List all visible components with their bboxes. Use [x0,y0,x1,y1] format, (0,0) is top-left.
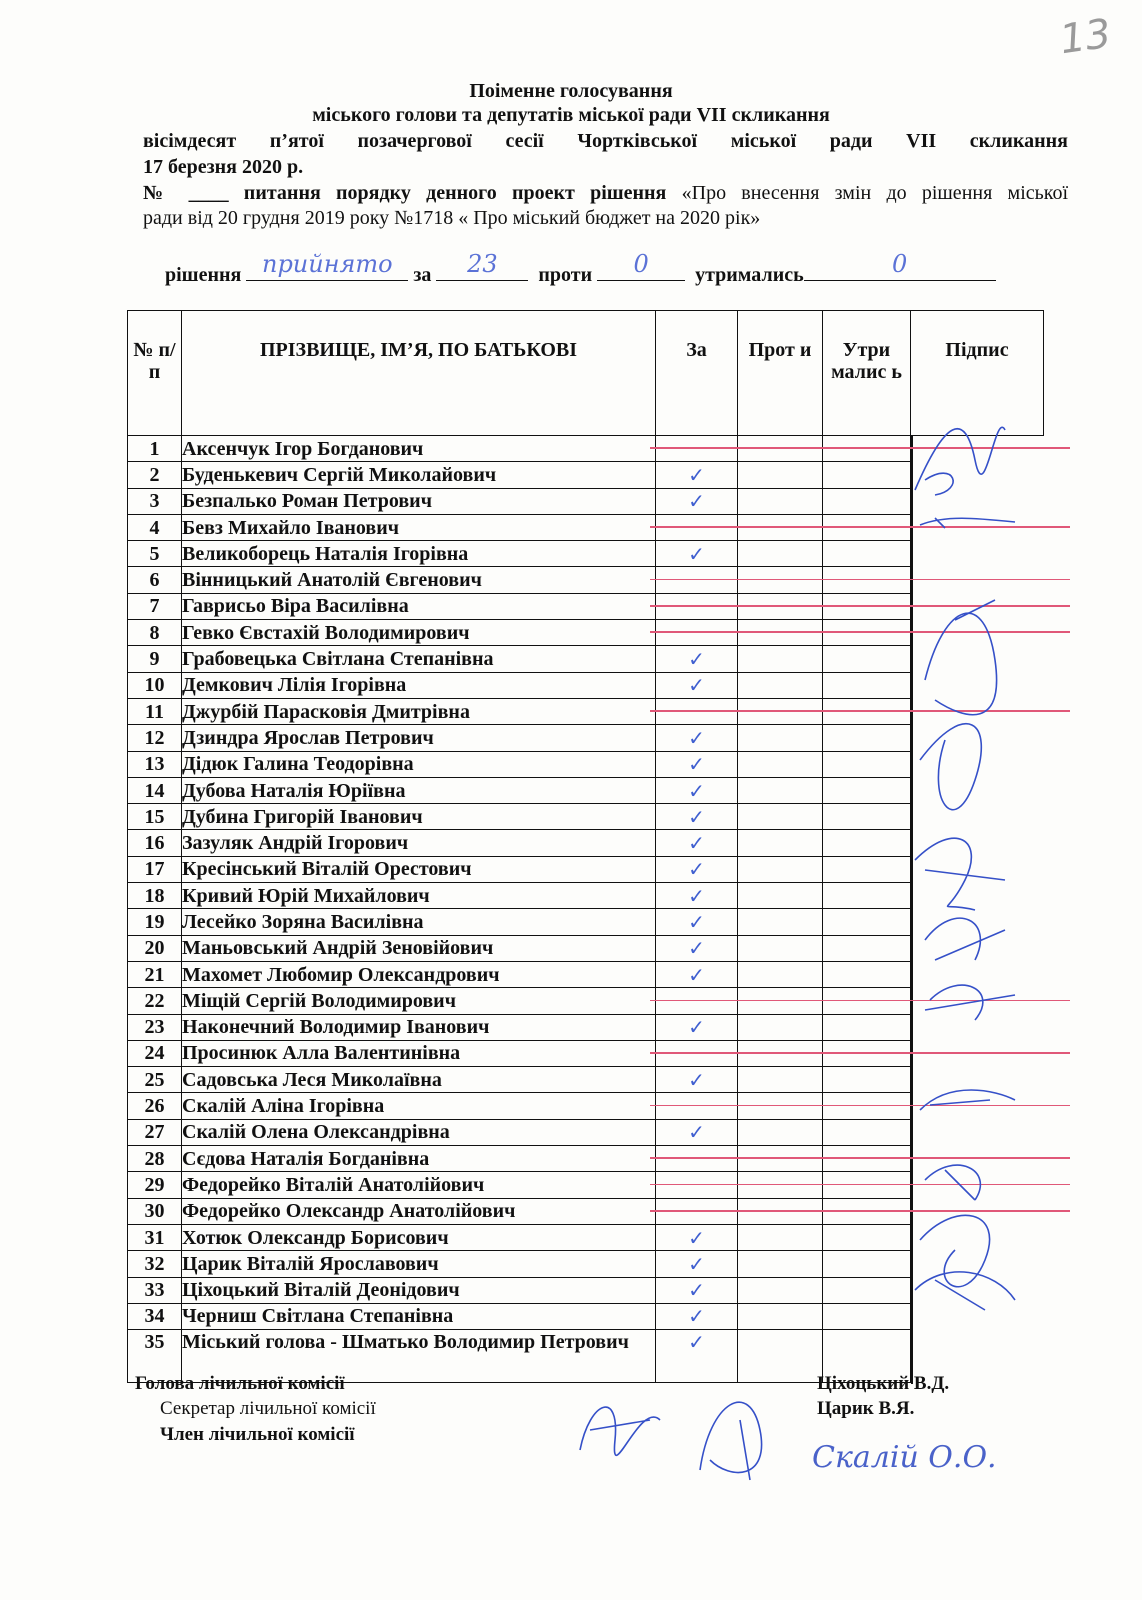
row-number: 14 [128,777,182,803]
for-label: за [413,264,432,286]
question-text-2: ради від 20 грудня 2019 року №1718 « Про міський бюджет на 2020 рік» [143,207,761,229]
vote-against-cell [738,883,823,909]
vote-abstain-cell [823,1224,911,1250]
member-name: Вінницький Анатолій Євгенович [182,567,656,593]
vote-abstain-cell [823,777,911,803]
signature-stroke [915,427,1005,495]
vote-for-mark: ✓ [656,462,738,488]
vote-abstain-cell [823,856,911,882]
row-number: 5 [128,541,182,567]
secretary-name: Царик В.Я. [817,1398,915,1419]
vote-for-mark: ✓ [656,1330,738,1383]
member-name: Гевко Євстахій Володимирович [182,620,656,646]
row-number: 15 [128,804,182,830]
signature-stroke [920,1090,1015,1110]
row-number: 30 [128,1198,182,1224]
member-handwritten-name: Скалій О.О. [812,1440,997,1475]
row-number: 12 [128,725,182,751]
member-name: Сєдова Наталія Богданівна [182,1146,656,1172]
vote-abstain-cell [823,672,911,698]
vote-for-mark: ✓ [656,777,738,803]
vote-against-cell [738,1067,823,1093]
decision-line [165,250,996,287]
header-for: За [656,311,738,436]
member-label: Член лічильної комісії [160,1424,355,1445]
member-name: Федорейко Віталій Анатолійович [182,1172,656,1198]
member-name: Черниш Світлана Степанівна [182,1303,656,1329]
member-name: Джурбій Парасковія Дмитрівна [182,698,656,724]
member-name: Грабовецька Світлана Степанівна [182,646,656,672]
question-text-1: «Про внесення змін до рішення міської [681,182,1069,204]
vote-against-cell [738,961,823,987]
member-name: Маньовський Андрій Зеновійович [182,935,656,961]
vote-for-mark: ✓ [656,1303,738,1329]
signature-stroke [915,1272,1015,1310]
member-name: Дзиндра Ярослав Петрович [182,725,656,751]
vote-abstain-cell [823,804,911,830]
vote-against-cell [738,777,823,803]
vote-for-mark: ✓ [656,1067,738,1093]
vote-for-mark: ✓ [656,541,738,567]
signature-stroke [925,985,1015,1020]
vote-against-cell [738,1119,823,1145]
vote-against-cell [738,1251,823,1277]
question-line [143,182,1068,205]
vote-against-cell [738,856,823,882]
for-field [436,250,528,281]
row-number: 33 [128,1277,182,1303]
row-number: 24 [128,1040,182,1066]
vote-abstain-cell [823,751,911,777]
member-name: Садовська Леся Миколаївна [182,1067,656,1093]
vote-abstain-cell [823,830,911,856]
vote-abstain-cell [823,883,911,909]
row-number: 2 [128,462,182,488]
vote-abstain-cell [823,725,911,751]
member-name: Лесейко Зоряна Василівна [182,909,656,935]
row-number: 11 [128,698,182,724]
member-name: Дідюк Галина Теодорівна [182,751,656,777]
row-number: 3 [128,488,182,514]
vote-for-mark: ✓ [656,961,738,987]
member-name: Дубина Григорій Іванович [182,804,656,830]
chair-name: Ціхоцький В.Д. [817,1373,950,1394]
signature-stroke [580,1407,660,1455]
member-name: Наконечний Володимир Іванович [182,1014,656,1040]
decision-label: рішення [165,264,242,286]
vote-for-mark: ✓ [656,804,738,830]
row-number: 27 [128,1119,182,1145]
row-number: 22 [128,988,182,1014]
vote-abstain-cell [823,1251,911,1277]
vote-against-cell [738,541,823,567]
vote-against-cell [738,1224,823,1250]
row-number: 10 [128,672,182,698]
question-prefix: № ____ питання порядку денного проект рішення [143,182,682,204]
row-number: 25 [128,1067,182,1093]
vote-against-cell [738,672,823,698]
row-number: 29 [128,1172,182,1198]
session-date: 17 березня 2020 р. [143,156,304,178]
signature-stroke [925,1165,980,1200]
session-line: вісімдесят п’ятої позачергової сесії Чортківської міської ради VII скликання [143,130,1068,152]
vote-against-cell [738,646,823,672]
member-name: Бевз Михайло Іванович [182,514,656,540]
abstained-field [804,250,996,281]
row-number: 16 [128,830,182,856]
member-name: Ціхоцький Віталій Деонідович [182,1277,656,1303]
vote-for-mark: ✓ [656,1251,738,1277]
vote-for-mark: ✓ [656,909,738,935]
document-subtitle: міського голови та депутатів міської ради VII скликання [312,104,830,126]
abstained-value: 0 [892,250,908,278]
vote-abstain-cell [823,541,911,567]
vote-for-mark: ✓ [656,488,738,514]
member-name: Кривий Юрій Михайлович [182,883,656,909]
row-number: 13 [128,751,182,777]
vote-for-mark: ✓ [656,725,738,751]
abstained-label: утримались [695,264,804,286]
vote-against-cell [738,935,823,961]
signature-stroke [925,918,1005,960]
header-abstain: Утри малис ь [823,311,911,436]
vote-against-cell [738,804,823,830]
vote-against-cell [738,909,823,935]
row-number: 31 [128,1224,182,1250]
secretary-label: Секретар лічильної комісії [160,1398,376,1419]
commission-signatures [560,1360,820,1500]
row-number: 1 [128,436,182,462]
vote-for-mark: ✓ [656,856,738,882]
member-name: Просинюк Алла Валентинівна [182,1040,656,1066]
signature-stroke [920,724,981,810]
vote-against-cell [738,1277,823,1303]
vote-abstain-cell [823,1303,911,1329]
vote-for-mark: ✓ [656,1277,738,1303]
member-name: Хотюк Олександр Борисович [182,1224,656,1250]
row-number: 17 [128,856,182,882]
row-number: 6 [128,567,182,593]
vote-for-mark: ✓ [656,646,738,672]
vote-for-mark: ✓ [656,830,738,856]
row-number: 4 [128,514,182,540]
vote-against-cell [738,725,823,751]
row-number: 26 [128,1093,182,1119]
decision-value: прийнято [261,250,393,278]
member-name: Великоборець Наталія Ігорівна [182,541,656,567]
vote-abstain-cell [823,1277,911,1303]
row-number: 23 [128,1014,182,1040]
row-number: 28 [128,1146,182,1172]
vote-against-cell [738,462,823,488]
member-name: Федорейко Олександр Анатолійович [182,1198,656,1224]
vote-abstain-cell [823,646,911,672]
vote-for-mark: ✓ [656,883,738,909]
member-name: Зазуляк Андрій Ігорович [182,830,656,856]
member-name: Кресінський Віталій Орестович [182,856,656,882]
signature-stroke [920,518,1015,528]
member-name: Махомет Любомир Олександрович [182,961,656,987]
document-title: Поіменне голосування [469,80,673,102]
vote-for-mark: ✓ [656,751,738,777]
vote-abstain-cell [823,1014,911,1040]
signature-stroke [920,1215,990,1286]
header-signature: Підпис [911,311,1044,436]
decision-field [246,250,408,281]
member-name: Царик Віталій Ярославович [182,1251,656,1277]
vote-abstain-cell [823,1067,911,1093]
vote-for-mark: ✓ [656,672,738,698]
row-number: 18 [128,883,182,909]
vote-against-cell [738,1014,823,1040]
member-name: Скалій Олена Олександрівна [182,1119,656,1145]
header-against: Прот и [738,311,823,436]
vote-abstain-cell [823,462,911,488]
member-name: Безпалько Роман Петрович [182,488,656,514]
signatures-column [905,400,1035,1360]
vote-for-mark: ✓ [656,1224,738,1250]
vote-against-cell [738,830,823,856]
signature-stroke [915,838,1005,910]
row-number: 19 [128,909,182,935]
row-number: 9 [128,646,182,672]
member-name: Демкович Лілія Ігорівна [182,672,656,698]
against-value: 0 [633,250,649,278]
for-value: 23 [467,250,498,278]
member-name: Буденькевич Сергій Миколайович [182,462,656,488]
header-num: № п/п [128,311,182,436]
member-name: Скалій Аліна Ігорівна [182,1093,656,1119]
row-number: 35 [128,1330,182,1383]
row-number: 21 [128,961,182,987]
vote-for-mark: ✓ [656,1119,738,1145]
vote-against-cell [738,488,823,514]
member-name: Гаврисьо Віра Василівна [182,593,656,619]
page-number: 13 [1057,10,1114,64]
row-number: 34 [128,1303,182,1329]
vote-abstain-cell [823,935,911,961]
vote-against-cell [738,751,823,777]
signature-stroke [925,600,997,715]
signature-stroke [700,1402,762,1480]
vote-abstain-cell [823,488,911,514]
row-number: 20 [128,935,182,961]
header-name: ПРІЗВИЩЕ, ІМ’Я, ПО БАТЬКОВІ [182,311,656,436]
member-name: Міський голова - Шматько Володимир Петрович [182,1330,656,1383]
row-number: 32 [128,1251,182,1277]
vote-abstain-cell [823,1119,911,1145]
member-name: Міщій Сергій Володимирович [182,988,656,1014]
row-number: 7 [128,593,182,619]
vote-for-mark: ✓ [656,1014,738,1040]
member-name: Аксенчук Ігор Богданович [182,436,656,462]
row-number: 8 [128,620,182,646]
vote-against-cell [738,1303,823,1329]
vote-for-mark: ✓ [656,935,738,961]
vote-abstain-cell [823,961,911,987]
against-field [597,250,685,281]
vote-abstain-cell [823,909,911,935]
against-label: проти [538,264,593,286]
member-name: Дубова Наталія Юріївна [182,777,656,803]
chair-label: Голова лічильної комісії [135,1373,345,1394]
